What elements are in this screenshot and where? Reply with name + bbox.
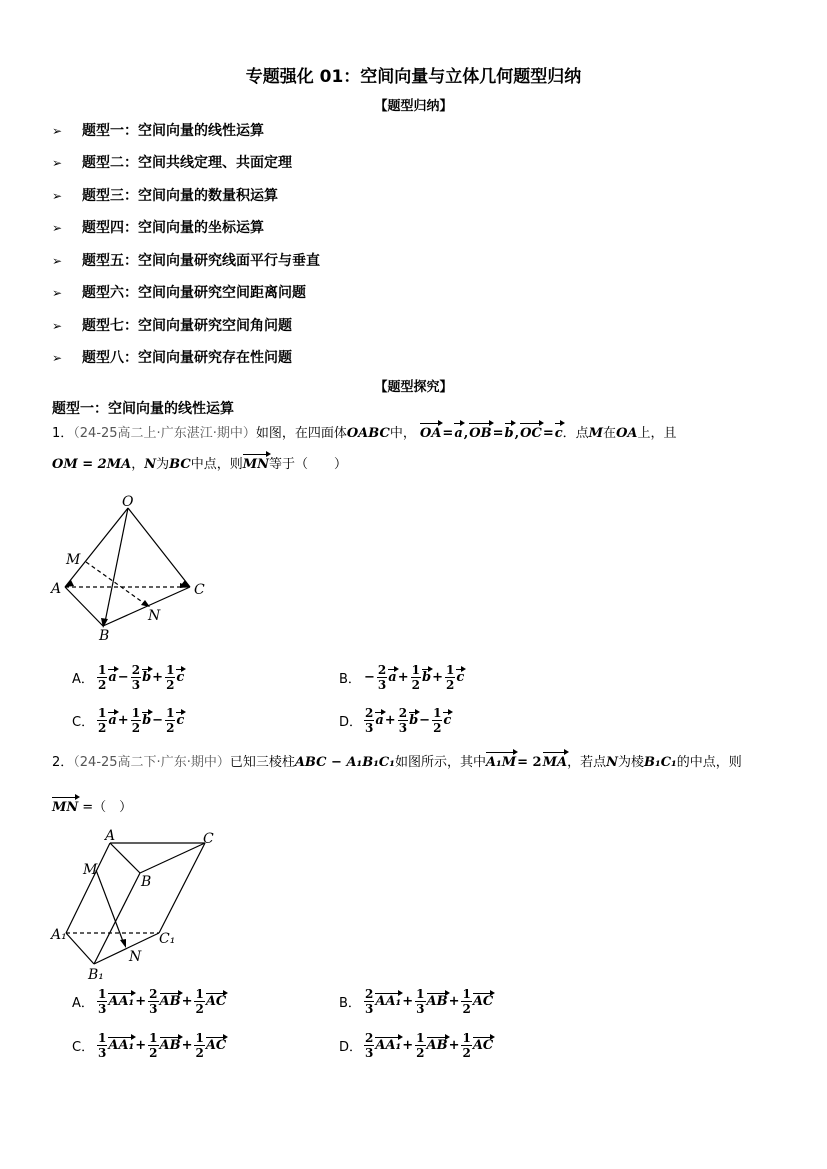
section-summary-heading: 【题型归纳】 <box>374 99 453 114</box>
toc-item-8: ➢ 题型八：空间向量研究存在性问题 <box>52 350 292 366</box>
vector-term: AC <box>205 993 227 1009</box>
q2-line1: 2．（24-25高二下·广东·期中）已知三棱柱ABC − A₁B₁C₁如图所示，其中A₁M= 2MA，若点N为棱B₁C₁的中点，则 <box>52 753 742 773</box>
q2-option-d[interactable]: D． $\frac{2}{3}$ AA₁+ $\frac{1}{2}$ AB+ $\frac{1}{2}$ AC <box>339 1030 494 1060</box>
vector-term: AA₁ <box>375 1037 402 1053</box>
label-C1: C₁ <box>159 931 176 947</box>
q1-option-b[interactable]: B． − $\frac{2}{3}$ a+ $\frac{1}{2}$ b+ $\frac{1}{2}$ c <box>339 662 465 692</box>
label-N: N <box>148 608 161 624</box>
fraction: $\frac{1}{2}$ <box>98 705 107 735</box>
q1-option-d[interactable]: D． $\frac{2}{3}$ a+ $\frac{2}{3}$ b− $\frac{1}{2}$ c <box>339 705 452 735</box>
fraction: $\frac{1}{2}$ <box>166 705 175 735</box>
fraction: $\frac{1}{2}$ <box>416 1030 425 1060</box>
label-M: M <box>66 552 81 568</box>
vector-symbol: b <box>421 669 432 685</box>
toc-item-5: ➢ 题型五：空间向量研究线面平行与垂直 <box>52 253 320 269</box>
operator: + <box>181 1037 193 1053</box>
bullet-arrow-icon: ➢ <box>52 124 63 138</box>
label-C: C <box>203 831 214 847</box>
vector-symbol: c <box>176 712 185 728</box>
section-explore-heading: 【题型探究】 <box>374 380 453 395</box>
bullet-arrow-icon: ➢ <box>52 189 63 203</box>
bullet-arrow-icon: ➢ <box>52 254 63 268</box>
vector-term: AA₁ <box>108 1037 135 1053</box>
operator: − <box>364 669 375 685</box>
vector-symbol: c <box>176 669 185 685</box>
operator: + <box>117 712 129 728</box>
fraction: $\frac{1}{2}$ <box>445 662 455 692</box>
operator: + <box>152 669 164 685</box>
toc-item-2: ➢ 题型二：空间共线定理、共面定理 <box>52 155 292 171</box>
vector-symbol: b <box>409 712 419 728</box>
label-A1: A₁ <box>51 927 67 943</box>
operator: + <box>402 993 414 1009</box>
label-B: B <box>141 874 152 890</box>
label-O: O <box>122 494 134 510</box>
vector-term: AC <box>472 1037 494 1053</box>
q2-option-c[interactable]: C． $\frac{1}{3}$ AA₁+ $\frac{1}{2}$ AB+ $\frac{1}{2}$ AC <box>72 1030 227 1060</box>
fraction: $\frac{2}{3}$ <box>398 705 408 735</box>
toc-item-4: ➢ 题型四：空间向量的坐标运算 <box>52 220 264 236</box>
operator: + <box>432 669 443 685</box>
vector-term: AB <box>426 1037 448 1053</box>
fraction: $\frac{1}{2}$ <box>166 662 175 692</box>
bullet-arrow-icon: ➢ <box>52 156 63 170</box>
operator: − <box>117 669 129 685</box>
label-A: A <box>51 581 62 597</box>
vector-symbol: a <box>108 712 117 728</box>
vector-symbol: a <box>388 669 397 685</box>
vector-symbol: b <box>142 712 152 728</box>
operator: + <box>384 712 396 728</box>
operator: + <box>135 993 147 1009</box>
fraction: $\frac{1}{2}$ <box>195 1030 204 1060</box>
vector-term: AB <box>426 993 448 1009</box>
fraction: $\frac{1}{2}$ <box>98 662 107 692</box>
q1-option-c[interactable]: C． $\frac{1}{2}$ a+ $\frac{1}{2}$ b− $\frac{1}{2}$ c <box>72 705 185 735</box>
bullet-arrow-icon: ➢ <box>52 319 63 333</box>
vector-term: AA₁ <box>375 993 402 1009</box>
fraction: $\frac{1}{3}$ <box>98 1030 107 1060</box>
q2-line2: MN =（ ） <box>52 798 132 818</box>
q2-option-a[interactable]: A． $\frac{1}{3}$ AA₁+ $\frac{2}{3}$ AB+ $\frac{1}{2}$ AC <box>72 986 227 1016</box>
fraction: $\frac{1}{2}$ <box>462 986 471 1016</box>
fraction: $\frac{1}{2}$ <box>462 1030 471 1060</box>
vector-term: AC <box>472 993 494 1009</box>
q2-option-b[interactable]: B． $\frac{2}{3}$ AA₁+ $\frac{1}{3}$ AB+ $\frac{1}{2}$ AC <box>339 986 494 1016</box>
vector-symbol: c <box>456 669 465 685</box>
operator: − <box>152 712 164 728</box>
label-B1: B₁ <box>88 967 104 983</box>
vector-term: AA₁ <box>108 993 135 1009</box>
q1-option-a[interactable]: A． $\frac{1}{2}$ a− $\frac{2}{3}$ b+ $\frac{1}{2}$ c <box>72 662 185 692</box>
vector-term: AB <box>159 1037 181 1053</box>
label-N: N <box>129 949 142 965</box>
operator: + <box>448 993 460 1009</box>
fraction: $\frac{1}{3}$ <box>416 986 425 1016</box>
fraction: $\frac{1}{2}$ <box>131 705 141 735</box>
label-C: C <box>194 582 205 598</box>
operator: + <box>135 1037 147 1053</box>
fraction: $\frac{1}{3}$ <box>98 986 107 1016</box>
page-title: 专题强化 01：空间向量与立体几何题型归纳 <box>245 67 582 87</box>
label-A: A <box>105 828 116 844</box>
bullet-arrow-icon: ➢ <box>52 221 63 235</box>
vector-symbol: a <box>108 669 117 685</box>
fraction: $\frac{1}{2}$ <box>149 1030 158 1060</box>
bullet-arrow-icon: ➢ <box>52 351 63 365</box>
label-M: M <box>83 862 98 878</box>
fraction: $\frac{1}{2}$ <box>411 662 420 692</box>
toc-item-1: ➢ 题型一：空间向量的线性运算 <box>52 123 264 139</box>
fraction: $\frac{2}{3}$ <box>377 662 387 692</box>
fraction: $\frac{2}{3}$ <box>365 1030 374 1060</box>
vector-term: AC <box>205 1037 227 1053</box>
operator: + <box>402 1037 414 1053</box>
toc-item-7: ➢ 题型七：空间向量研究空间角问题 <box>52 318 292 334</box>
vector-symbol: b <box>142 669 152 685</box>
q1-tetrahedron-figure <box>48 492 218 644</box>
operator: + <box>181 993 193 1009</box>
fraction: $\frac{2}{3}$ <box>365 986 374 1016</box>
operator: + <box>448 1037 460 1053</box>
bullet-arrow-icon: ➢ <box>52 286 63 300</box>
vector-symbol: a <box>375 712 384 728</box>
toc-item-6: ➢ 题型六：空间向量研究空间距离问题 <box>52 285 306 301</box>
fraction: $\frac{1}{2}$ <box>195 986 204 1016</box>
vector-term: AB <box>159 993 181 1009</box>
toc-item-3: ➢ 题型三：空间向量的数量积运算 <box>52 188 278 204</box>
fraction: $\frac{2}{3}$ <box>131 662 141 692</box>
q1-line2: OM = 2MA，N为BC中点，则MN等于（ ） <box>52 455 347 475</box>
q2-prism-figure <box>48 826 228 986</box>
q1-line1: 1．（24-25高二上·广东湛江·期中）如图，在四面体OABC中， OA=a,OB=b,OC=c．点M在OA上，且 <box>52 424 677 444</box>
fraction: $\frac{2}{3}$ <box>149 986 158 1016</box>
operator: − <box>419 712 431 728</box>
operator: + <box>397 669 409 685</box>
type1-heading: 题型一：空间向量的线性运算 <box>52 401 234 417</box>
label-B: B <box>99 628 110 644</box>
vector-symbol: c <box>443 712 452 728</box>
fraction: $\frac{1}{2}$ <box>433 705 442 735</box>
fraction: $\frac{2}{3}$ <box>365 705 374 735</box>
